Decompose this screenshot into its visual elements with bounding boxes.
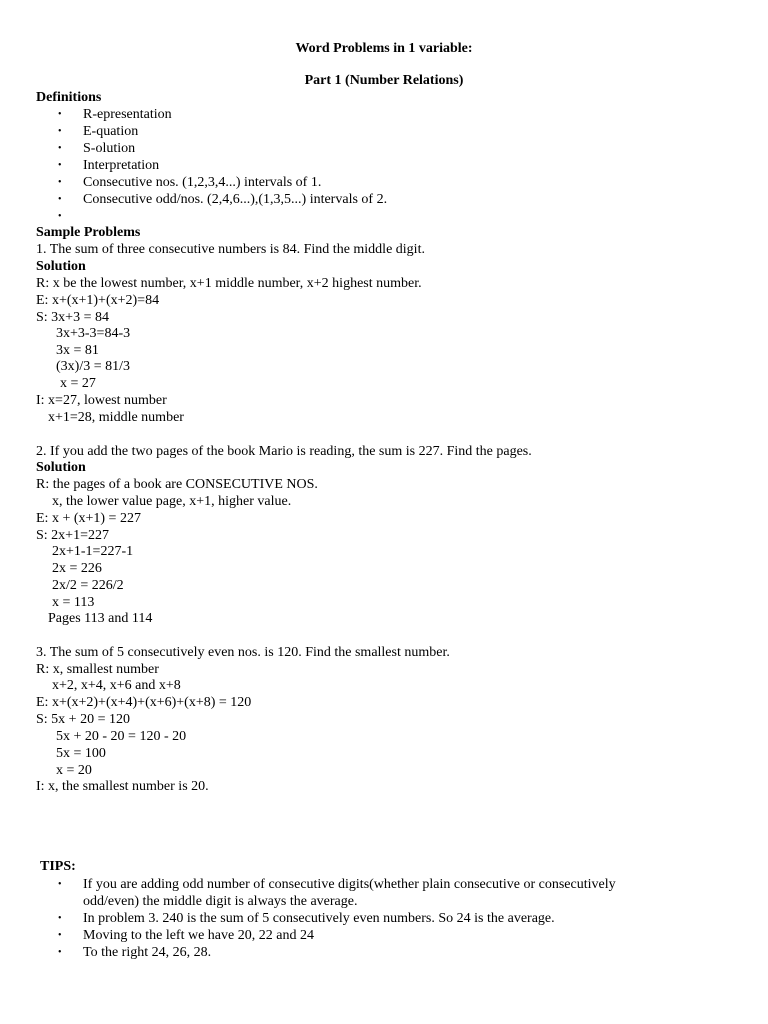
- interpretation-line: I: x=27, lowest number: [36, 393, 167, 408]
- bullet-icon: •: [58, 211, 62, 222]
- interpretation-line: x+1=28, middle number: [48, 410, 184, 425]
- equation-line: E: x+(x+2)+(x+4)+(x+6)+(x+8) = 120: [36, 695, 252, 710]
- solution-step: (3x)/3 = 81/3: [56, 359, 130, 374]
- bullet-icon: •: [58, 879, 62, 890]
- bullet-icon: •: [58, 930, 62, 941]
- bullet-icon: •: [58, 913, 62, 924]
- solution-label: Solution: [36, 460, 86, 475]
- list-item: To the right 24, 26, 28.: [83, 945, 212, 960]
- bullet-icon: •: [58, 109, 62, 120]
- solution-line: S: 2x+1=227: [36, 528, 109, 543]
- representation-line: x+2, x+4, x+6 and x+8: [52, 678, 181, 693]
- representation-line: R: x be the lowest number, x+1 middle number, x+2 highest number.: [36, 276, 422, 291]
- bullet-icon: •: [58, 177, 62, 188]
- list-item: Consecutive nos. (1,2,3,4...) intervals of 1.: [83, 175, 322, 190]
- solution-step: x = 113: [52, 595, 95, 610]
- solution-line: S: 5x + 20 = 120: [36, 712, 130, 727]
- solution-step: 2x/2 = 226/2: [52, 578, 124, 593]
- list-item: Moving to the left we have 20, 22 and 24: [83, 928, 314, 943]
- bullet-icon: •: [58, 160, 62, 171]
- bullet-icon: •: [58, 126, 62, 137]
- list-item: E-quation: [83, 124, 139, 139]
- answer-line: Pages 113 and 114: [48, 611, 153, 626]
- list-item: Interpretation: [83, 158, 160, 173]
- solution-step: 3x+3-3=84-3: [56, 326, 131, 341]
- tips-heading: TIPS:: [40, 859, 76, 874]
- problem-statement: 3. The sum of 5 consecutively even nos. is 120. Find the smallest number.: [36, 645, 450, 660]
- list-item-continuation: odd/even) the middle digit is always the average.: [83, 894, 358, 909]
- list-item: Consecutive odd/nos. (2,4,6...),(1,3,5...) intervals of 2.: [83, 192, 388, 207]
- solution-step: 5x = 100: [56, 746, 106, 761]
- page-title: Word Problems in 1 variable:: [295, 41, 473, 56]
- bullet-icon: •: [58, 194, 62, 205]
- list-item: In problem 3. 240 is the sum of 5 consecutively even numbers. So 24 is the average.: [83, 911, 555, 926]
- solution-step: x = 27: [60, 376, 96, 391]
- equation-line: E: x + (x+1) = 227: [36, 511, 141, 526]
- bullet-icon: •: [58, 143, 62, 154]
- solution-label: Solution: [36, 259, 86, 274]
- representation-line: x, the lower value page, x+1, higher value.: [52, 494, 292, 509]
- page-subtitle: Part 1 (Number Relations): [304, 73, 464, 88]
- list-item: If you are adding odd number of consecutive digits(whether plain consecutive or consecutively: [83, 877, 616, 892]
- solution-step: 5x + 20 - 20 = 120 - 20: [56, 729, 187, 744]
- representation-line: R: x, smallest number: [36, 662, 159, 677]
- representation-line: R: the pages of a book are CONSECUTIVE NOS.: [36, 477, 318, 492]
- interpretation-line: I: x, the smallest number is 20.: [36, 779, 209, 794]
- bullet-icon: •: [58, 947, 62, 958]
- problem-statement: 2. If you add the two pages of the book Mario is reading, the sum is 227. Find the pages.: [36, 444, 532, 459]
- problem-statement: 1. The sum of three consecutive numbers is 84. Find the middle digit.: [36, 242, 425, 257]
- list-item: R-epresentation: [83, 107, 172, 122]
- solution-step: x = 20: [56, 763, 92, 778]
- definitions-heading: Definitions: [36, 90, 102, 105]
- solution-step: 3x = 81: [56, 343, 99, 358]
- solution-step: 2x+1-1=227-1: [52, 544, 134, 559]
- equation-line: E: x+(x+1)+(x+2)=84: [36, 293, 160, 308]
- solution-line: S: 3x+3 = 84: [36, 310, 109, 325]
- solution-step: 2x = 226: [52, 561, 102, 576]
- sample-problems-heading: Sample Problems: [36, 225, 141, 240]
- list-item: S-olution: [83, 141, 136, 156]
